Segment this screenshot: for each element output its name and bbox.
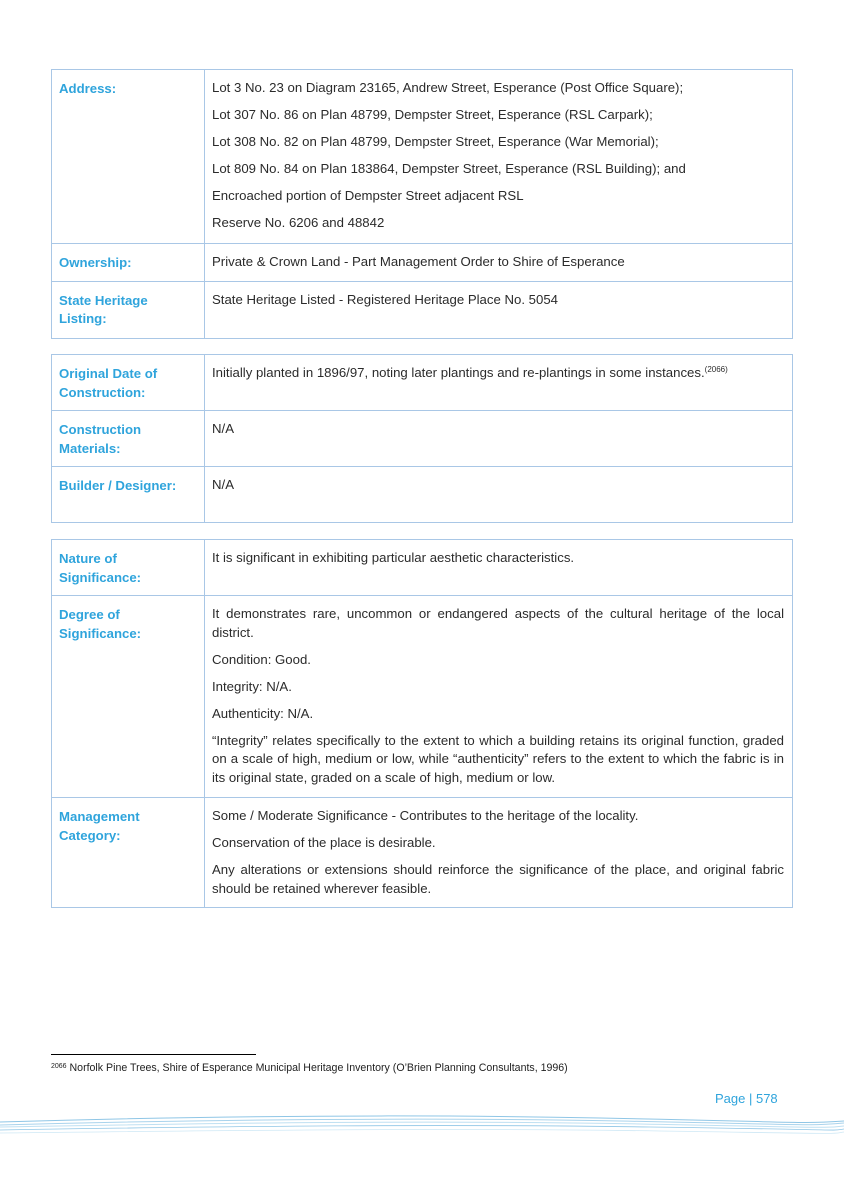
page-number: Page | 578 <box>715 1091 778 1106</box>
construction-table <box>51 354 793 523</box>
management-paragraph: Any alterations or extensions should reinforce the significance of the place, and original fabric should be retained wherever feasible. <box>212 862 784 896</box>
original-date-label: Original Date of Construction: <box>52 355 205 411</box>
property-details-table <box>51 69 793 339</box>
nature-of-significance-label: Nature of Significance: <box>52 540 205 596</box>
nature-of-significance-row <box>52 540 793 596</box>
builder-designer-value: N/A <box>205 467 793 523</box>
nature-of-significance-value: It is significant in exhibiting particular aesthetic characteristics. <box>205 540 793 596</box>
degree-paragraph: Condition: Good. <box>212 651 311 667</box>
degree-of-significance-label: Degree of Significance: <box>52 596 205 798</box>
degree-paragraph: Integrity: N/A. <box>212 678 292 694</box>
address-value <box>205 70 793 244</box>
footnote-text: Norfolk Pine Trees, Shire of Esperance Municipal Heritage Inventory (O’Brien Planning Consultants, 1996) <box>69 1062 568 1074</box>
address-line: Reserve No. 6206 and 48842 <box>212 215 385 230</box>
builder-designer-row <box>52 467 793 523</box>
address-label: Address: <box>52 70 205 244</box>
significance-table <box>51 539 793 908</box>
footnote-separator <box>51 1054 256 1055</box>
construction-materials-label: Construction Materials: <box>52 411 205 467</box>
ownership-row <box>52 244 793 282</box>
address-line: Lot 307 No. 86 on Plan 48799, Dempster Street, Esperance (RSL Carpark); <box>212 107 653 122</box>
management-category-label: Management Category: <box>52 798 205 908</box>
management-paragraph: Conservation of the place is desirable. <box>212 835 436 850</box>
state-heritage-listing-row <box>52 281 793 338</box>
degree-of-significance-row <box>52 596 793 798</box>
state-heritage-listing-value: State Heritage Listed - Registered Heritage Place No. 5054 <box>205 281 793 338</box>
state-heritage-listing-label: State Heritage Listing: <box>52 281 205 338</box>
management-paragraph: Some / Moderate Significance - Contributes to the heritage of the locality. <box>212 808 639 823</box>
degree-paragraph: Authenticity: N/A. <box>212 705 314 721</box>
ownership-label: Ownership: <box>52 244 205 282</box>
footnote-number: 2066 <box>51 1063 67 1070</box>
address-line: Lot 809 No. 84 on Plan 183864, Dempster Street, Esperance (RSL Building); and <box>212 161 686 176</box>
footnote <box>51 1062 568 1074</box>
address-line: Lot 308 No. 82 on Plan 48799, Dempster Street, Esperance (War Memorial); <box>212 134 659 149</box>
footnote-reference: (2066) <box>704 365 728 374</box>
degree-paragraph: It demonstrates rare, uncommon or endangered aspects of the cultural heritage of the local district. <box>212 606 784 640</box>
degree-paragraph: “Integrity” relates specifically to the extent to which a building retains its original function, graded on a scale of high, medium or low, while “authenticity” refers to the extent to which the fabric is in its original state, graded on a scale of high, medium or low. <box>212 732 784 785</box>
original-date-row <box>52 355 793 411</box>
address-row <box>52 70 793 244</box>
construction-materials-row <box>52 411 793 467</box>
address-line: Encroached portion of Dempster Street adjacent RSL <box>212 188 524 203</box>
management-category-row <box>52 798 793 908</box>
construction-materials-value: N/A <box>205 411 793 467</box>
original-date-text: Initially planted in 1896/97, noting later plantings and re-plantings in some instances. <box>212 365 705 380</box>
footer-wave-decoration <box>0 1108 844 1148</box>
ownership-value: Private & Crown Land - Part Management Order to Shire of Esperance <box>205 244 793 282</box>
address-line: Lot 3 No. 23 on Diagram 23165, Andrew Street, Esperance (Post Office Square); <box>212 80 684 95</box>
builder-designer-label: Builder / Designer: <box>52 467 205 523</box>
wave-line <box>0 1130 844 1134</box>
management-category-value <box>205 798 793 908</box>
degree-of-significance-value <box>205 596 793 798</box>
original-date-value <box>205 355 793 411</box>
